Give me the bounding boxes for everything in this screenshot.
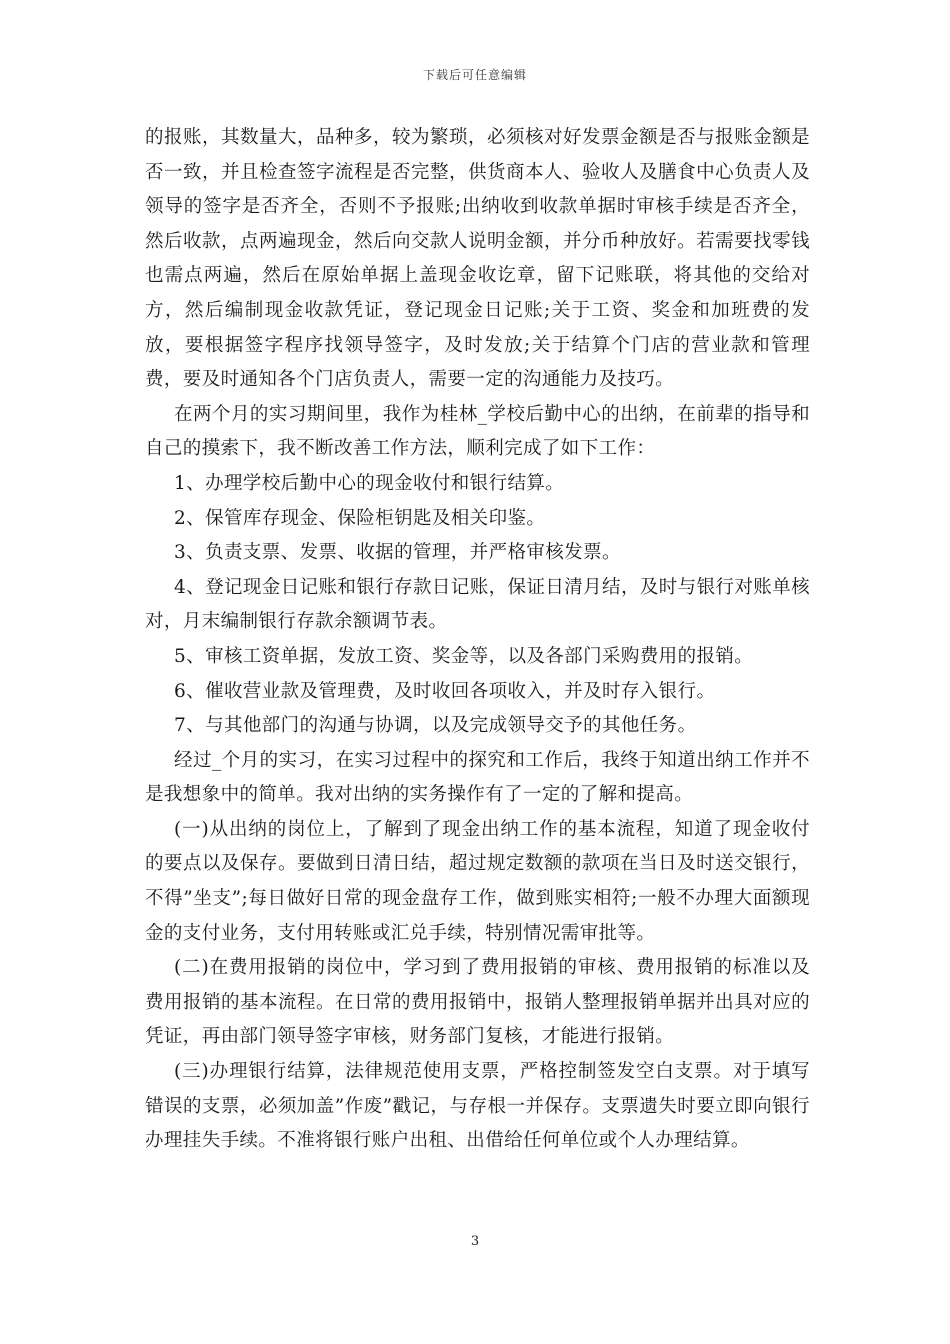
paragraph: 的报账，其数量大，品种多，较为繁琐，必须核对好发票金额是否与报账金额是否一致，并且检查签字流程是否完整，供货商本人、验收人及膳食中心负责人及领导的签字是否齐全，否则不予报账;出纳收到收款单据时审核手续是否齐全，然后收款，点两遍现金，然后向交款人说明金额，并分币种放好。若需要找零钱也需点两遍，然后在原始单据上盖现金收讫章，留下记账联，将其他的交给对方，然后编制现金收款凭证，登记现金日记账;关于工资、奖金和加班费的发放，要根据签字程序找领导签字，及时发放;关于结算个门店的营业款和管理费，要及时通知各个门店负责人，需要一定的沟通能力及技巧。 (145, 127, 810, 391)
list-item: 7、与其他部门的沟通与协调，以及完成领导交予的其他任务。 (174, 715, 697, 737)
list-item: 2、保管库存现金、保险柜钥匙及相关印鉴。 (174, 507, 546, 529)
page-header: 下载后可任意编辑 (422, 68, 527, 82)
paragraph: 经过_个月的实习，在实习过程中的探究和工作后，我终于知道出纳工作并不是我想象中的简单。我对出纳的实务操作有了一定的了解和提高。 (145, 749, 810, 806)
paragraph: (三)办理银行结算，法律规范使用支票，严格控制签发空白支票。对于填写错误的支票，必须加盖”作废”戳记，与存根一并保存。支票遗失时要立即向银行办理挂失手续。不准将银行账户出租、出借给任何单位或个人办理结算。 (145, 1061, 810, 1152)
page-number: 3 (470, 1234, 480, 1249)
list-item: 6、催收营业款及管理费，及时收回各项收入，并及时存入银行。 (174, 680, 716, 702)
document-body (145, 121, 810, 1159)
list-item: 3、负责支票、发票、收据的管理，并严格审核发票。 (174, 542, 621, 564)
list-item: 1、办理学校后勤中心的现金收付和银行结算。 (174, 472, 565, 494)
list-item: 4、登记现金日记账和银行存款日记账，保证日清月结，及时与银行对账单核对，月末编制银行存款余额调节表。 (145, 576, 810, 633)
paragraph: (二)在费用报销的岗位中，学习到了费用报销的审核、费用报销的标准以及费用报销的基本流程。在日常的费用报销中，报销人整理报销单据并出具对应的凭证，再由部门领导签字审核，财务部门复核，才能进行报销。 (145, 957, 810, 1048)
paragraph: (一)从出纳的岗位上，了解到了现金出纳工作的基本流程，知道了现金收付的要点以及保存。要做到日清日结，超过规定数额的款项在当日及时送交银行，不得”坐支”;每日做好日常的现金盘存工作，做到账实相符;一般不办理大面额现金的支付业务，支付用转账或汇兑手续，特别情况需审批等。 (145, 818, 810, 944)
paragraph: 在两个月的实习期间里，我作为桂林_学校后勤中心的出纳，在前辈的指导和自己的摸索下，我不断改善工作方法，顺利完成了如下工作： (145, 403, 810, 460)
list-item: 5、审核工资单据，发放工资、奖金等，以及各部门采购费用的报销。 (174, 645, 754, 667)
